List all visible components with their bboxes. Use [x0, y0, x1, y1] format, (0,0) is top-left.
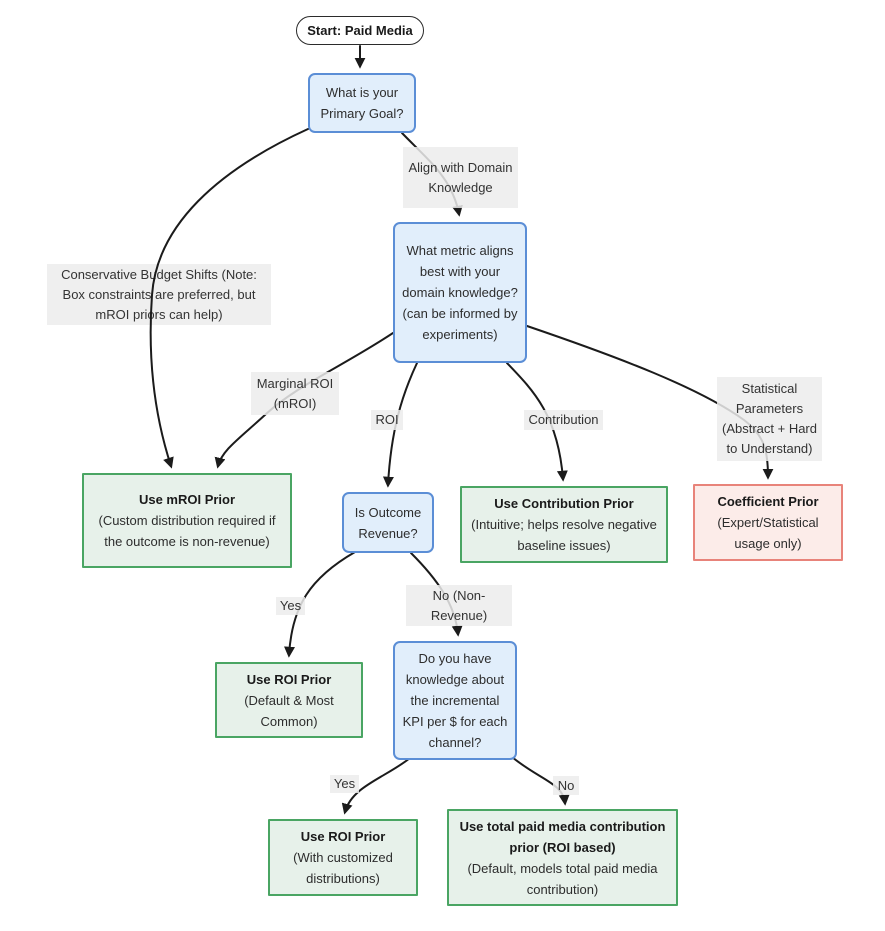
edge-label-yes-kpi: Yes	[330, 775, 359, 793]
edge-label-align-with-domain-knowledge: Align with Domain Knowledge	[403, 147, 518, 208]
node-metric-question	[393, 222, 527, 363]
node-is-outcome-revenue-label: Is Outcome Revenue?	[354, 504, 422, 541]
edge-primary-goal-to-mroi-prior	[151, 129, 308, 466]
node-use-roi-prior-default-subtitle: (Default & Most Common)	[244, 692, 334, 729]
node-start-label: Start: Paid Media	[307, 23, 413, 38]
node-primary-goal-question	[308, 73, 416, 133]
node-is-outcome-revenue-question	[342, 492, 434, 553]
node-coefficient-prior-subtitle: (Expert/Statistical usage only)	[717, 515, 819, 551]
edge-label-marginal-roi: Marginal ROI (mROI)	[251, 372, 339, 415]
node-use-mroi-prior-title: Use mROI Prior	[138, 492, 236, 507]
node-use-roi-prior-default-title: Use ROI Prior	[246, 671, 332, 687]
edge-label-conservative-budget-shifts: Conservative Budget Shifts (Note: Box constraints are preferred, but mROI priors can help)	[47, 264, 271, 325]
node-use-contribution-prior	[460, 486, 668, 563]
node-use-roi-prior-default	[215, 662, 363, 738]
node-use-mroi-prior	[82, 473, 292, 568]
node-use-total-paid-media-prior	[447, 809, 678, 906]
node-metric-question-label: What metric aligns best with your domain knowledge? (can be informed by experiments)	[402, 243, 518, 342]
edge-label-no-kpi: No	[553, 776, 579, 795]
node-start-paid-media	[296, 16, 424, 45]
edge-label-yes-outcome: Yes	[276, 597, 305, 615]
node-kpi-knowledge-label: Do you have knowledge about the incremental KPI per $ for each channel?	[402, 651, 508, 750]
node-use-contribution-prior-title: Use Contribution Prior	[494, 496, 634, 511]
node-use-mroi-prior-subtitle: (Custom distribution required if the outcome is non-revenue)	[98, 513, 276, 549]
node-use-contribution-prior-subtitle: (Intuitive; helps resolve negative baseline issues)	[471, 517, 657, 553]
node-use-total-paid-media-prior-subtitle: (Default, models total paid media contribution)	[467, 860, 658, 897]
edge-label-statistical-parameters: Statistical Parameters (Abstract + Hard to Understand)	[717, 377, 822, 461]
edge-label-no-non-revenue: No (Non-Revenue)	[406, 585, 512, 626]
node-primary-goal-label: What is your Primary Goal?	[320, 85, 404, 121]
node-use-total-paid-media-prior-title: Use total paid media contribution prior (ROI based)	[459, 818, 666, 855]
edge-label-roi: ROI	[371, 410, 403, 430]
node-use-roi-prior-custom-subtitle: (With customized distributions)	[293, 850, 393, 886]
node-use-roi-prior-custom-title: Use ROI Prior	[300, 829, 386, 844]
edge-label-contribution: Contribution	[524, 410, 603, 430]
node-coefficient-prior	[693, 484, 843, 561]
node-kpi-knowledge-question	[393, 641, 517, 760]
node-coefficient-prior-title: Coefficient Prior	[717, 494, 819, 509]
node-use-roi-prior-custom	[268, 819, 418, 896]
